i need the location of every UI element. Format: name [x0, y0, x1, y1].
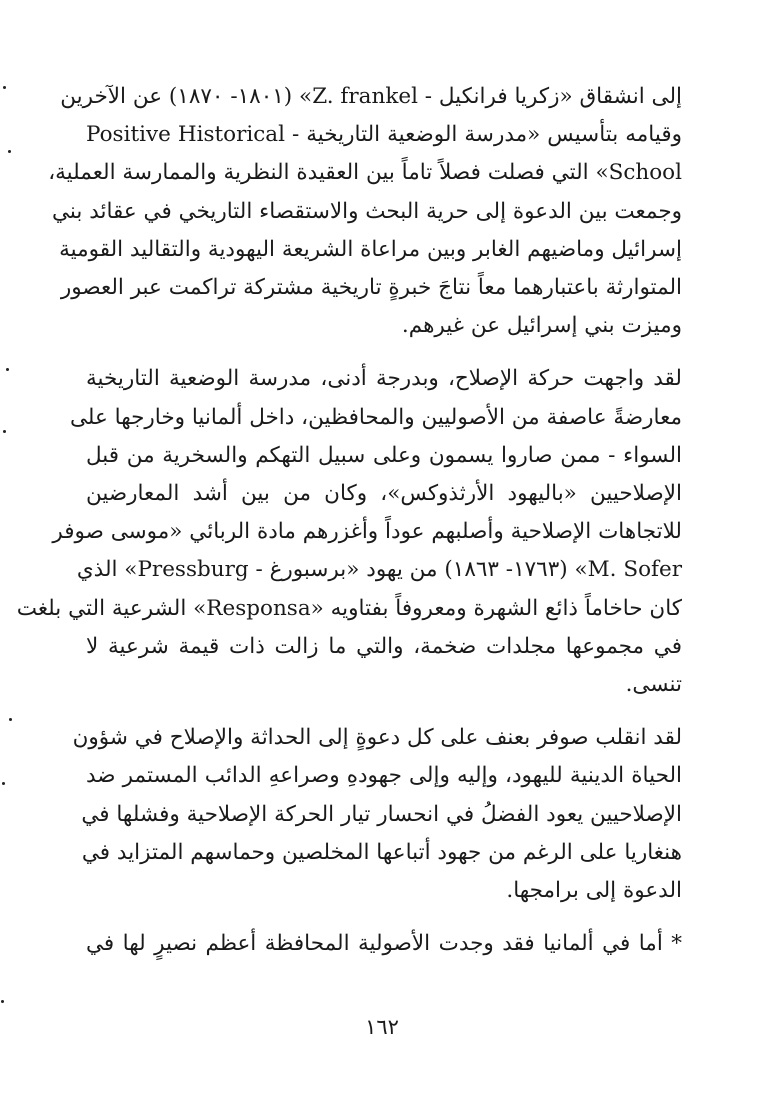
scan-mark — [6, 368, 9, 371]
paragraph — [72, 719, 682, 910]
text-line: لقد انقلب صوفر بعنف على كل دعوةٍ إلى الحداثة والإصلاح في شؤون — [72, 725, 682, 751]
text-line: تنسى. — [625, 672, 682, 698]
text-line: كان حاخاماً ذائع الشهرة ومعروفاً بفتاويه «Responsa» الشرعية التي بلغت — [16, 595, 682, 621]
page-number: ١٦٢ — [365, 1015, 399, 1039]
text-line: السواء - ممن صاروا يسمون وعلى سبيل التهكم والسخرية من قبل — [86, 442, 682, 468]
text-line: للاتجاهات الإصلاحية وأصلبهم عوداً وأغزرهم مادة الربائي «موسى صوفر — [52, 519, 682, 545]
text-line: المتوارثة باعتبارهما معاً نتاجَ خبرةٍ تاريخية مشتركة تراكمت عبر العصور — [60, 275, 682, 301]
text-line: School» التي فصلت فصلاً تاماً بين العقيدة النظرية والممارسة العملية، — [48, 160, 682, 186]
paragraph — [86, 925, 682, 963]
text-line: لقد واجهت حركة الإصلاح، وبدرجة أدنى، مدرسة الوضعية التاريخية — [86, 366, 682, 392]
text-line: هنغاريا على الرغم من جهود أتباعها المخلصين وحماسهم المتزايد في — [81, 839, 682, 865]
text-line: إسرائيل وماضيهم الغابر وبين مراعاة الشريعة اليهودية والتقاليد القومية — [59, 236, 682, 262]
text-line: معارضةً عاصفة من الأصوليين والمحافظين، داخل ألمانيا وخارجها على — [69, 404, 682, 430]
text-line: الحياة الدينية لليهود، وإليه وإلى جهودهِ وصراعهِ الدائب المستمر ضد — [86, 763, 682, 789]
paragraph — [16, 360, 682, 704]
scan-mark — [3, 86, 6, 89]
scan-mark — [2, 782, 5, 785]
scan-mark — [3, 430, 6, 433]
text-line: في مجموعها مجلدات ضخمة، والتي ما زالت ذات قيمة شرعية لا — [86, 633, 682, 659]
text-line: الإصلاحيين يعود الفضلُ في انحسار تيار الحركة الإصلاحية وفشلها في — [81, 801, 682, 827]
text-line: وميزت بني إسرائيل عن غيرهم. — [401, 313, 682, 339]
text-line: وقيامه بتأسيس «مدرسة الوضعية التاريخية - Positive Historical — [86, 122, 682, 148]
body-text — [16, 78, 682, 963]
scan-mark — [1, 1000, 4, 1003]
text-line: وجمعت بين الدعوة إلى حرية البحث والاستقصاء التاريخي في عقائد بني — [51, 198, 682, 224]
text-line: إلى انشقاق «زكريا فرانكيل - Z. frankel» (١٨٠١- ١٨٧٠) عن الآخرين — [60, 84, 682, 109]
text-line: * أما في ألمانيا فقد وجدت الأصولية المحافظة أعظم نصيرٍ لها في — [86, 931, 682, 957]
scan-mark — [8, 150, 11, 153]
text-line: الدعوة إلى برامجها. — [506, 878, 682, 904]
paragraph — [48, 78, 682, 345]
text-line: M. Sofer» (١٧٦٣- ١٨٦٣) من يهود «برسبورغ - Pressburg» الذي — [76, 557, 682, 583]
scan-mark — [9, 718, 12, 721]
text-line: الإصلاحيين «باليهود الأرثذوكس»، وكان من بين أشد المعارضين — [86, 481, 682, 507]
